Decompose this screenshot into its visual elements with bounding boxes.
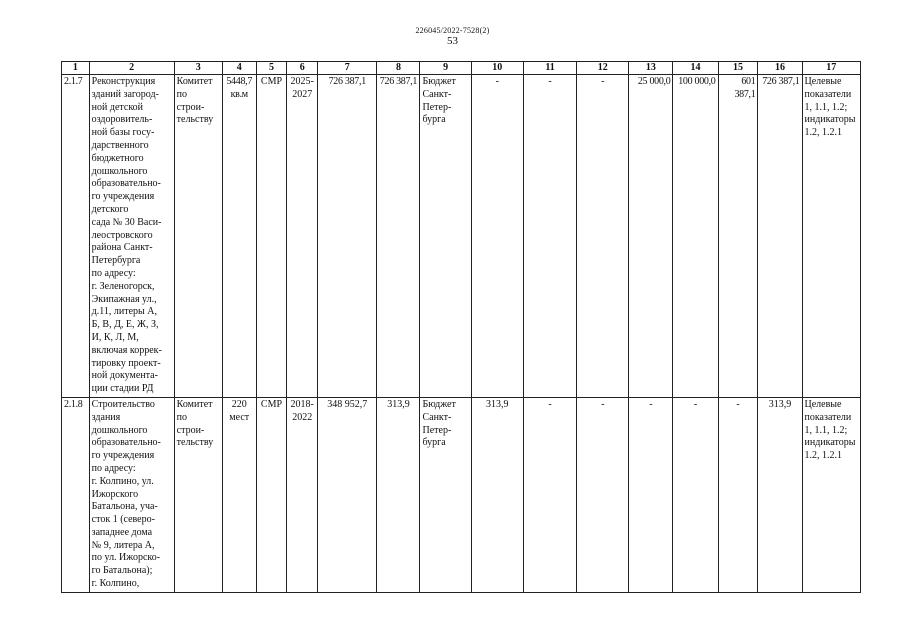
column-header: 8 [377, 62, 420, 75]
responsible-executor-cell: Комитет по строи- тельству [174, 75, 222, 398]
row-index-cell: 2.1.8 [62, 397, 90, 592]
year-amount-cell: - [629, 397, 673, 592]
year-amount-cell: - [673, 397, 718, 592]
column-header: 3 [174, 62, 222, 75]
program-funding-cell: 726 387,1 [377, 75, 420, 398]
table-row [62, 397, 861, 592]
column-header: 10 [471, 62, 523, 75]
column-header: 12 [577, 62, 629, 75]
year-amount-cell: - [471, 75, 523, 398]
year-amount-cell: 313,9 [471, 397, 523, 592]
estimated-cost-cell: 348 952,7 [318, 397, 377, 592]
row-index-cell: 2.1.7 [62, 75, 90, 398]
column-header: 6 [287, 62, 318, 75]
activity-description-cell: Строительство здания дошкольного образовательно- го учреждения по адресу: г. Колпино, ул. Ижорского Батальона, уча- сток 1 (северо- западнее дома № 9, литера А, по ул. Ижорско- го Батальона); г. Колпино, [89, 397, 174, 592]
period-cell: 2018- 2022 [287, 397, 318, 592]
year-amount-cell: - [577, 397, 629, 592]
work-type-cell: СМР [256, 75, 287, 398]
activity-description-cell: Реконструкция зданий загород- ной детской оздоровитель- ной базы госу- дарственного бюджетного дошкольного образовательно- го учреждения детского сада № 30 Васи- леостровского района Санкт- Петербурга по адресу: г. Зеленогорск, Экипажная ул., д.11, литеры А, Б, В, Д, Е, Ж, З, И, К, Л, М, включая коррек- тировку проект- ной документа- ции стадии РД [89, 75, 174, 398]
year-amount-cell: 25 000,0 [629, 75, 673, 398]
year-amount-cell: 601 387,1 [718, 75, 758, 398]
column-header: 1 [62, 62, 90, 75]
column-header: 11 [523, 62, 576, 75]
column-header: 16 [758, 62, 802, 75]
page-number: 53 [447, 35, 458, 47]
column-header: 7 [318, 62, 377, 75]
period-cell: 2025- 2027 [287, 75, 318, 398]
column-number-header-row [62, 62, 861, 75]
target-indicators-cell: Целевые показатели 1, 1.1, 1.2; индикаторы 1.2, 1.2.1 [802, 397, 861, 592]
total-amount-cell: 313,9 [758, 397, 802, 592]
responsible-executor-cell: Комитет по строи- тельству [174, 397, 222, 592]
total-amount-cell: 726 387,1 [758, 75, 802, 398]
column-header: 17 [802, 62, 861, 75]
column-header: 5 [256, 62, 287, 75]
year-amount-cell: - [523, 75, 576, 398]
column-header: 15 [718, 62, 758, 75]
estimated-cost-cell: 726 387,1 [318, 75, 377, 398]
column-header: 2 [89, 62, 174, 75]
document-registration-number: 226045/2022-7528(2) [415, 26, 490, 35]
column-header: 9 [420, 62, 471, 75]
target-indicators-cell: Целевые показатели 1, 1.1, 1.2; индикаторы 1.2, 1.2.1 [802, 75, 861, 398]
year-amount-cell: - [523, 397, 576, 592]
table-row [62, 75, 861, 398]
funding-source-cell: Бюджет Санкт- Петер- бурга [420, 75, 471, 398]
funding-source-cell: Бюджет Санкт- Петер- бурга [420, 397, 471, 592]
capacity-cell: 5448,7 кв.м [222, 75, 256, 398]
work-type-cell: СМР [256, 397, 287, 592]
year-amount-cell: - [577, 75, 629, 398]
capacity-cell: 220 мест [222, 397, 256, 592]
column-header: 13 [629, 62, 673, 75]
program-funding-cell: 313,9 [377, 397, 420, 592]
year-amount-cell: - [718, 397, 758, 592]
column-header: 14 [673, 62, 718, 75]
column-header: 4 [222, 62, 256, 75]
program-activities-table [61, 61, 861, 593]
year-amount-cell: 100 000,0 [673, 75, 718, 398]
